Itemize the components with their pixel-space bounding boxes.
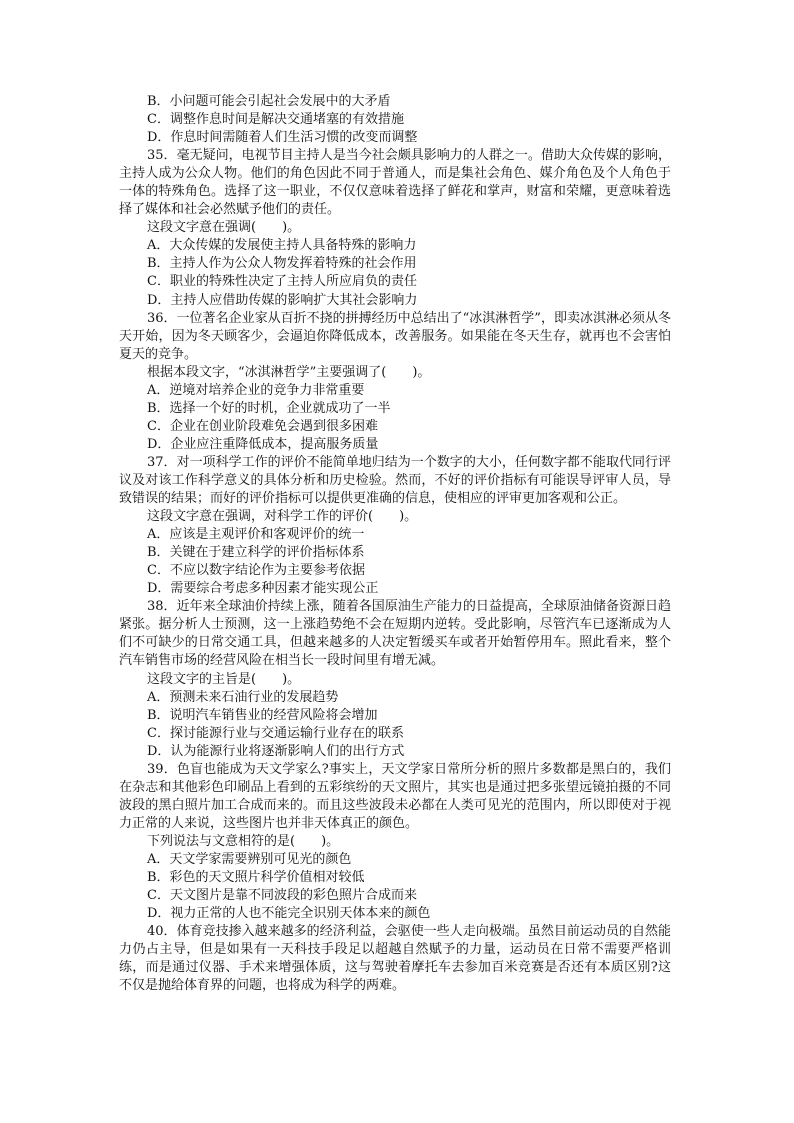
question-35-stem: 这段文字意在强调( )。	[147, 220, 301, 236]
option-b: B．主持人作为公众人物发挥着特殊的社会作用	[147, 256, 417, 272]
option-a: A．应该是主观评价和客观评价的统一	[147, 527, 365, 543]
option-d: D．作息时间需随着人们生活习惯的改变而调整	[147, 130, 418, 146]
question-39-stem: 下列说法与文意相符的是( )。	[147, 833, 340, 849]
option-c: C．探讨能源行业与交通运输行业存在的联系	[147, 725, 404, 741]
option-d: D．认为能源行业将逐渐影响人们的出行方式	[147, 743, 405, 759]
question-37-stem: 这段文字意在强调，对科学工作的评价( )。	[147, 509, 418, 525]
option-c: C．天文图片是靠不同波段的彩色照片合成而来	[147, 888, 417, 904]
option-c: C．调整作息时间是解决交通堵塞的有效措施	[147, 112, 404, 128]
option-b: B．彩色的天文照片科学价值相对较低	[147, 870, 365, 886]
option-a: A．逆境对培养企业的竞争力非常重要	[147, 382, 365, 398]
option-a: A．预测未来石油行业的发展趋势	[147, 689, 339, 705]
option-c: C．企业在创业阶段难免会遇到很多困难	[147, 418, 378, 434]
option-d: D．视力正常的人也不能完全识别天体本来的颜色	[147, 906, 431, 922]
option-b: B．小问题可能会引起社会发展中的大矛盾	[147, 94, 391, 109]
option-d: D．主持人应借助传媒的影响扩大其社会影响力	[147, 292, 418, 308]
question-36-stem: 根据本段文字，“冰淇淋哲学”主要强调了( )。	[147, 364, 431, 380]
question-35-passage: 35．毫无疑问，电视节目主持人是当今社会颇具影响力的人群之一。借助大众传媒的影响，主持人成为公众人物。他们的角色因此不同于普通人，而是集社会角色、媒介角色及个人角色于一体的特殊角色。选择了这一职业，不仅仅意味着选择了鲜花和掌声，财富和荣耀，更意味着选择了媒体和社会必然赋予他们的责任。	[119, 148, 671, 218]
option-a: A．大众传媒的发展使主持人具备特殊的影响力	[147, 238, 417, 254]
option-d: D．企业应注重降低成本，提高服务质量	[147, 436, 379, 452]
option-c: C．职业的特殊性决定了主持人所应肩负的责任	[147, 274, 417, 290]
question-36-passage: 36．一位著名企业家从百折不挠的拼搏经历中总结出了“冰淇淋哲学”，即卖冰淇淋必须从冬天开始，因为冬天顾客少，会逼迫你降低成本，改善服务。如果能在冬天生存，就再也不会害怕夏天的竞争。	[119, 310, 671, 362]
question-37-passage: 37．对一项科学工作的评价不能简单地归结为一个数字的大小，任何数字都不能取代同行评议及对该工作科学意义的具体分析和历史检验。然而，不好的评价指标有可能误导评审人员，导致错误的结果；而好的评价指标可以提供更准确的信息，使相应的评审更加客观和公正。	[119, 454, 671, 507]
option-b: B．说明汽车销售业的经营风险将会增加	[147, 707, 378, 723]
question-39-passage: 39．色盲也能成为天文学家么?事实上，天文学家日常所分析的照片多数都是黑白的，我们在杂志和其他彩色印刷品上看到的五彩缤纷的天文照片，其实也是通过把多张望远镜拍摄的不同波段的黑白照片加工合成而来的。而且这些波段未必都在人类可见光的范围内，所以即使对于视力正常的人来说，这些图片也并非天体真正的颜色。	[119, 761, 671, 831]
option-b: B．关键在于建立科学的评价指标体系	[147, 545, 365, 561]
option-d: D．需要综合考虑多种因素才能实现公正	[147, 581, 379, 597]
option-a: A．天文学家需要辨别可见光的颜色	[147, 851, 352, 867]
document-page	[119, 93, 671, 995]
question-40-passage: 40．体育竞技掺入越来越多的经济利益，会驱使一些人走向极端。虽然目前运动员的自然能力仍占主导，但是如果有一天科技手段足以超越自然赋予的力量，运动员在日常不需要严格训练，而是通过仪器、手术来增强体质，这与驾驶着摩托车去参加百米竞赛是否还有本质区别?这不仅是抛给体育界的问题，也将成为科学的两难。	[119, 924, 671, 994]
option-b: B．选择一个好的时机，企业就成功了一半	[147, 400, 391, 416]
question-38-stem: 这段文字的主旨是( )。	[147, 671, 301, 687]
option-c: C．不应以数字结论作为主要参考依据	[147, 563, 365, 579]
question-38-passage: 38．近年来全球油价持续上涨，随着各国原油生产能力的日益提高，全球原油储备资源日趋紧张。据分析人士预测，这一上涨趋势绝不会在短期内逆转。受此影响，尽管汽车已逐渐成为人们不可缺少的日常交通工具，但越来越多的人决定暂缓买车或者开始暂停用车。照此看来，整个汽车销售市场的经营风险在相当长一段时间里有增无减。	[119, 599, 671, 669]
